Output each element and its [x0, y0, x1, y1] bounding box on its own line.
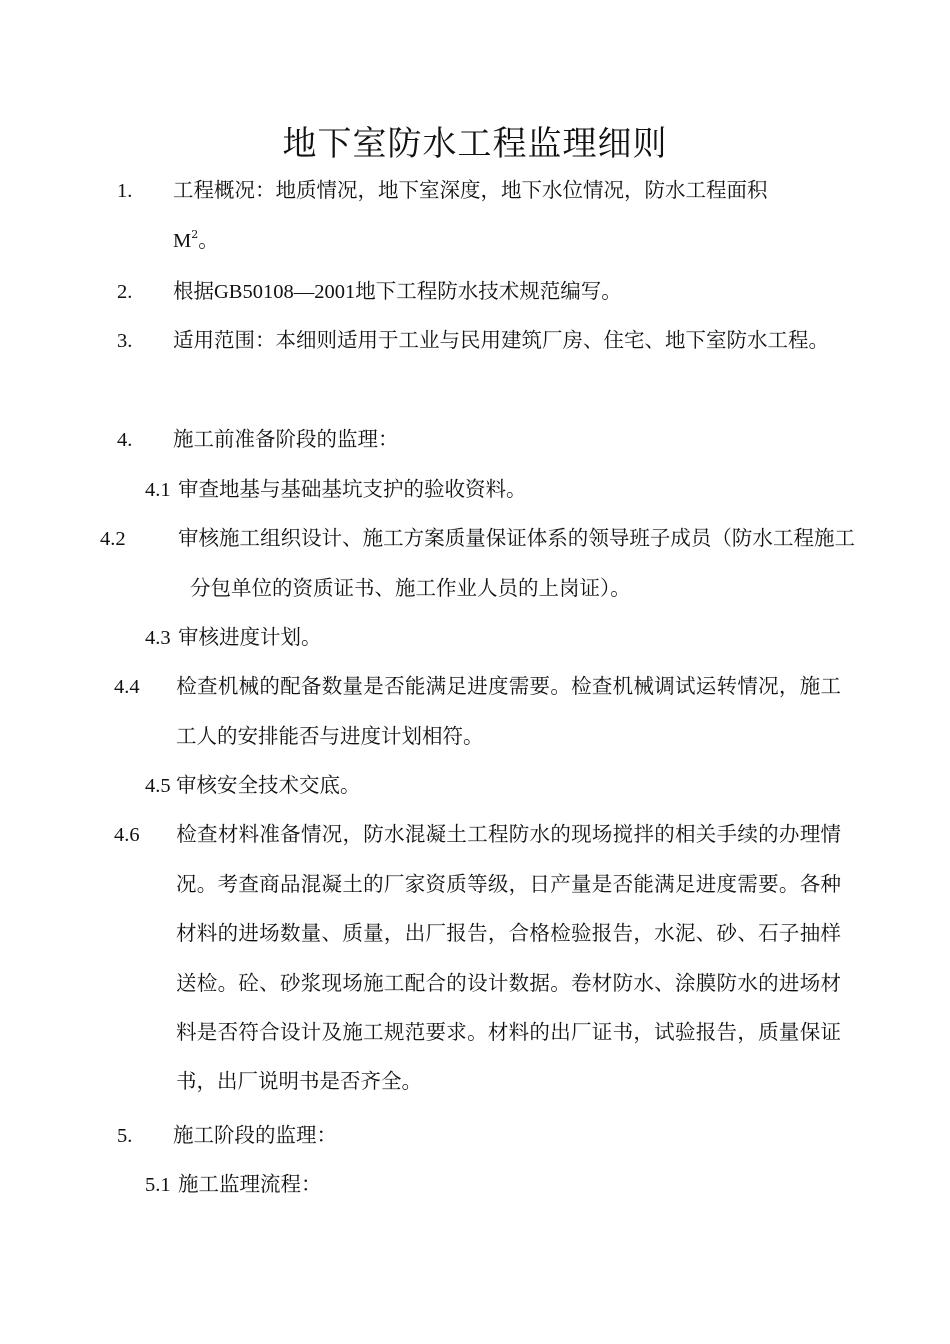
list-item	[117, 166, 838, 266]
item-text: 审查地基与基础基坑支护的验收资料。	[178, 477, 527, 501]
item-number: 3.	[117, 330, 133, 352]
document-title: 地下室防水工程监理细则	[282, 124, 668, 164]
item-text: 地下工程防水技术规范编写。	[355, 279, 622, 303]
standard-code: GB50108—2001	[214, 281, 356, 303]
item-text-pre: 根据	[173, 279, 214, 303]
item-text: 工程概况：地质情况，地下室深度，地下水位情况，防水工程面积	[173, 178, 768, 202]
area-unit: M	[173, 230, 192, 253]
list-item	[145, 1160, 810, 1210]
list-item	[117, 1111, 838, 1161]
item-text: 检查材料准备情况，防水混凝土工程防水的现场搅拌的相关手续的办理情况。考查商品混凝土的厂家资质等级，日产量是否能满足进度需要。各种材料的进场数量、质量，出厂报告，合格检验报告，水泥、砂、石子抽样送检。砼、砂浆现场施工配合的设计数据。卷材防水、涂膜防水的进场材料是否符合设计及施工规范要求。材料的出厂证书，试验报告，质量保证书，出厂说明书是否齐全。	[176, 822, 841, 1094]
list-item	[117, 316, 838, 366]
list-item	[100, 514, 855, 613]
item-number: 4.6	[114, 824, 140, 846]
list-item	[114, 810, 841, 1106]
item-number: 4.2	[100, 528, 126, 550]
area-unit-exponent: 2	[191, 228, 199, 242]
item-number: 5.	[117, 1125, 133, 1147]
item-text: 审核进度计划。	[178, 625, 322, 649]
list-item	[117, 415, 838, 465]
list-item	[145, 613, 810, 663]
item-text: 施工监理流程：	[178, 1172, 322, 1196]
item-text: 审核施工组织设计、施工方案质量保证体系的领导班子成员（防水工程施工分包单位的资质证书、施工作业人员的上岗证）。	[178, 526, 855, 601]
item-number: 4.	[117, 429, 133, 451]
list-item	[117, 267, 838, 317]
item-number: 4.4	[114, 676, 140, 698]
item-number: 2.	[117, 281, 133, 303]
list-item	[145, 465, 810, 515]
list-item	[114, 662, 841, 761]
item-text: 审核安全技术交底。	[176, 773, 361, 797]
item-text: 施工前准备阶段的监理：	[173, 427, 399, 451]
item-text: 适用范围：本细则适用于工业与民用建筑厂房、住宅、地下室防水工程。	[173, 328, 829, 352]
item-text-tail: 。	[198, 228, 219, 253]
list-item	[145, 761, 810, 811]
item-number: 4.1	[145, 479, 171, 501]
item-number: 4.3	[145, 627, 171, 649]
item-number: 1.	[117, 180, 133, 202]
item-text: 检查机械的配备数量是否能满足进度需要。检查机械调试运转情况，施工工人的安排能否与进度计划相符。	[176, 674, 841, 749]
item-number: 5.1	[145, 1174, 171, 1196]
item-number: 4.5	[145, 775, 171, 797]
item-text: 施工阶段的监理：	[173, 1123, 337, 1147]
